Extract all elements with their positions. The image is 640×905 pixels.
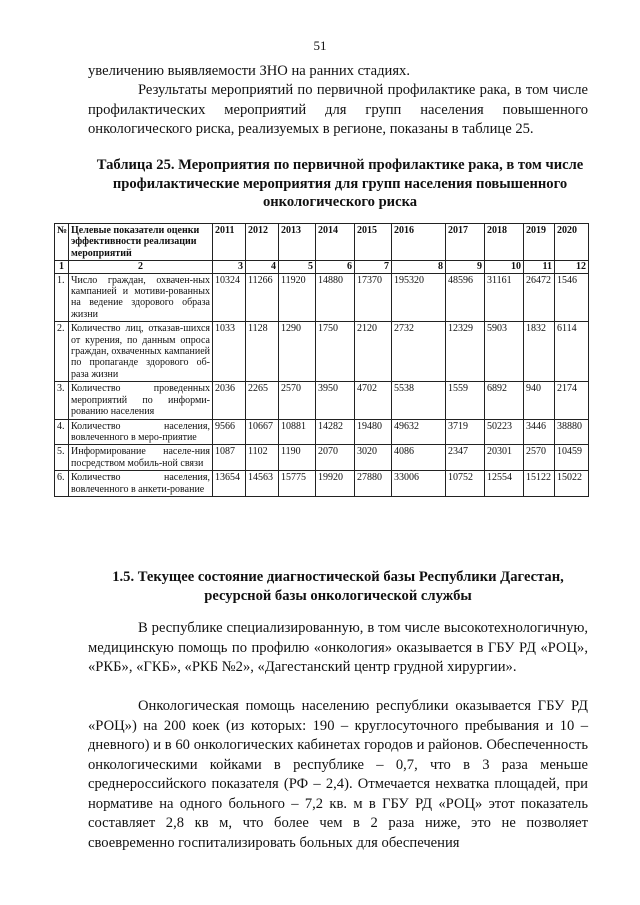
value-cell: 10752	[446, 471, 485, 497]
value-cell: 195320	[392, 273, 446, 322]
value-cell: 1832	[524, 322, 555, 382]
header-cell: 2014	[316, 224, 355, 261]
value-cell: 2070	[316, 445, 355, 471]
value-cell: 27880	[355, 471, 392, 497]
section-heading: 1.5. Текущее состояние диагностической базы Республики Дагестан, ресурсной базы онкологической службы	[112, 569, 564, 604]
header-cell: 2011	[213, 224, 246, 261]
header-cell: Целевые показатели оценки эффективности реализации мероприятий	[69, 224, 213, 261]
value-cell: 1559	[446, 382, 485, 419]
value-cell: 15022	[555, 471, 589, 497]
value-cell: 3020	[355, 445, 392, 471]
table-row	[55, 471, 589, 497]
index-cell: 6	[316, 261, 355, 273]
row-number-cell: 6.	[55, 471, 69, 497]
indicator-cell: Количество населения, вовлеченного в анкети-рование	[69, 471, 213, 497]
index-cell: 11	[524, 261, 555, 273]
value-cell: 19920	[316, 471, 355, 497]
index-cell: 2	[69, 261, 213, 273]
value-cell: 1290	[279, 322, 316, 382]
paragraph-oncology-care: Онкологическая помощь населению республики оказывается ГБУ РД «РОЦ») на 200 коек (из которых: 190 – круглосуточного пребывания и 10 – дневного) и в 60 онкологических кабинетах городов и районов. Обеспеченность онкологическими койками в республике – 0,7, что в 3 раза меньше среднероссийского показателя (РФ – 2,4). Отмечается нехватка площадей, при нормативе на одного больного – 7,2 кв. м в ГБУ РД «РОЦ» этот показатель составляет 2,8 кв м, что более чем в 2 раза ниже, это не позволяет своевременно госпитализировать больных для обеспечения	[88, 698, 588, 851]
index-cell: 3	[213, 261, 246, 273]
value-cell: 6892	[485, 382, 524, 419]
value-cell: 1087	[213, 445, 246, 471]
header-cell: №	[55, 224, 69, 261]
value-cell: 10324	[213, 273, 246, 322]
index-cell: 5	[279, 261, 316, 273]
table-row	[55, 382, 589, 419]
value-cell: 1033	[213, 322, 246, 382]
value-cell: 19480	[355, 419, 392, 445]
value-cell: 5538	[392, 382, 446, 419]
value-cell: 1102	[246, 445, 279, 471]
value-cell: 48596	[446, 273, 485, 322]
header-cell: 2016	[392, 224, 446, 261]
index-cell: 1	[55, 261, 69, 273]
value-cell: 2174	[555, 382, 589, 419]
value-cell: 14282	[316, 419, 355, 445]
value-cell: 49632	[392, 419, 446, 445]
index-cell: 10	[485, 261, 524, 273]
value-cell: 3719	[446, 419, 485, 445]
header-cell: 2012	[246, 224, 279, 261]
value-cell: 4086	[392, 445, 446, 471]
table-index-row	[55, 261, 589, 273]
value-cell: 12329	[446, 322, 485, 382]
value-cell: 20301	[485, 445, 524, 471]
paragraph-specialized-care: В республике специализированную, в том числе высокотехнологичную, медицинскую помощь по профилю «онкология» оказывается в ГБУ РД «РОЦ», «РКБ», «ГКБ», «РКБ №2», «Дагестанский центр грудной хирургии».	[88, 620, 588, 675]
indicator-cell: Информирование населе-ния посредством мобиль-ной связи	[69, 445, 213, 471]
value-cell: 26472	[524, 273, 555, 322]
value-cell: 1546	[555, 273, 589, 322]
indicator-cell: Количество населения, вовлеченного в меро-приятие	[69, 419, 213, 445]
value-cell: 2347	[446, 445, 485, 471]
value-cell: 6114	[555, 322, 589, 382]
value-cell: 33006	[392, 471, 446, 497]
value-cell: 10667	[246, 419, 279, 445]
indicator-cell: Число граждан, охвачен-ных кампанией и мотиви-рованных на ведение здорового образа жизни	[69, 273, 213, 322]
table-header-row	[55, 224, 589, 261]
row-number-cell: 5.	[55, 445, 69, 471]
header-cell: 2015	[355, 224, 392, 261]
prevention-table	[54, 223, 589, 497]
page-number: 51	[313, 38, 327, 53]
value-cell: 2732	[392, 322, 446, 382]
header-cell: 2013	[279, 224, 316, 261]
value-cell: 3950	[316, 382, 355, 419]
header-cell: 2017	[446, 224, 485, 261]
index-cell: 12	[555, 261, 589, 273]
value-cell: 12554	[485, 471, 524, 497]
indicator-cell: Количество проведенных мероприятий по информи-рованию населения	[69, 382, 213, 419]
table-row	[55, 445, 589, 471]
value-cell: 2570	[524, 445, 555, 471]
value-cell: 3446	[524, 419, 555, 445]
value-cell: 31161	[485, 273, 524, 322]
header-cell: 2019	[524, 224, 555, 261]
value-cell: 2036	[213, 382, 246, 419]
value-cell: 17370	[355, 273, 392, 322]
value-cell: 14880	[316, 273, 355, 322]
index-cell: 9	[446, 261, 485, 273]
value-cell: 940	[524, 382, 555, 419]
table-caption: Таблица 25. Мероприятия по первичной профилактике рака, в том числе профилактические мероприятия для групп населения повышенного онкологического риска	[96, 157, 584, 210]
value-cell: 38880	[555, 419, 589, 445]
index-cell: 8	[392, 261, 446, 273]
row-number-cell: 2.	[55, 322, 69, 382]
value-cell: 2120	[355, 322, 392, 382]
value-cell: 10459	[555, 445, 589, 471]
value-cell: 15775	[279, 471, 316, 497]
value-cell: 10881	[279, 419, 316, 445]
value-cell: 13654	[213, 471, 246, 497]
value-cell: 5903	[485, 322, 524, 382]
value-cell: 4702	[355, 382, 392, 419]
header-cell: 2020	[555, 224, 589, 261]
row-number-cell: 3.	[55, 382, 69, 419]
results-paragraph: Результаты мероприятий по первичной профилактике рака, в том числе профилактических мероприятий для групп населения повышенного онкологического риска, реализуемых в регионе, показаны в таблице 25.	[88, 82, 588, 137]
value-cell: 2265	[246, 382, 279, 419]
index-cell: 7	[355, 261, 392, 273]
value-cell: 15122	[524, 471, 555, 497]
value-cell: 1128	[246, 322, 279, 382]
table-row	[55, 322, 589, 382]
row-number-cell: 1.	[55, 273, 69, 322]
value-cell: 1190	[279, 445, 316, 471]
table-row	[55, 419, 589, 445]
row-number-cell: 4.	[55, 419, 69, 445]
value-cell: 9566	[213, 419, 246, 445]
intro-line: увеличению выявляемости ЗНО на ранних стадиях.	[88, 63, 410, 79]
value-cell: 11920	[279, 273, 316, 322]
value-cell: 14563	[246, 471, 279, 497]
value-cell: 2570	[279, 382, 316, 419]
header-cell: 2018	[485, 224, 524, 261]
indicator-cell: Количество лиц, отказав-шихся от курения, по данным опроса граждан, охваченных кампанией по пропаганде здорового об-раза жизни	[69, 322, 213, 382]
value-cell: 1750	[316, 322, 355, 382]
index-cell: 4	[246, 261, 279, 273]
table-row	[55, 273, 589, 322]
value-cell: 50223	[485, 419, 524, 445]
value-cell: 11266	[246, 273, 279, 322]
